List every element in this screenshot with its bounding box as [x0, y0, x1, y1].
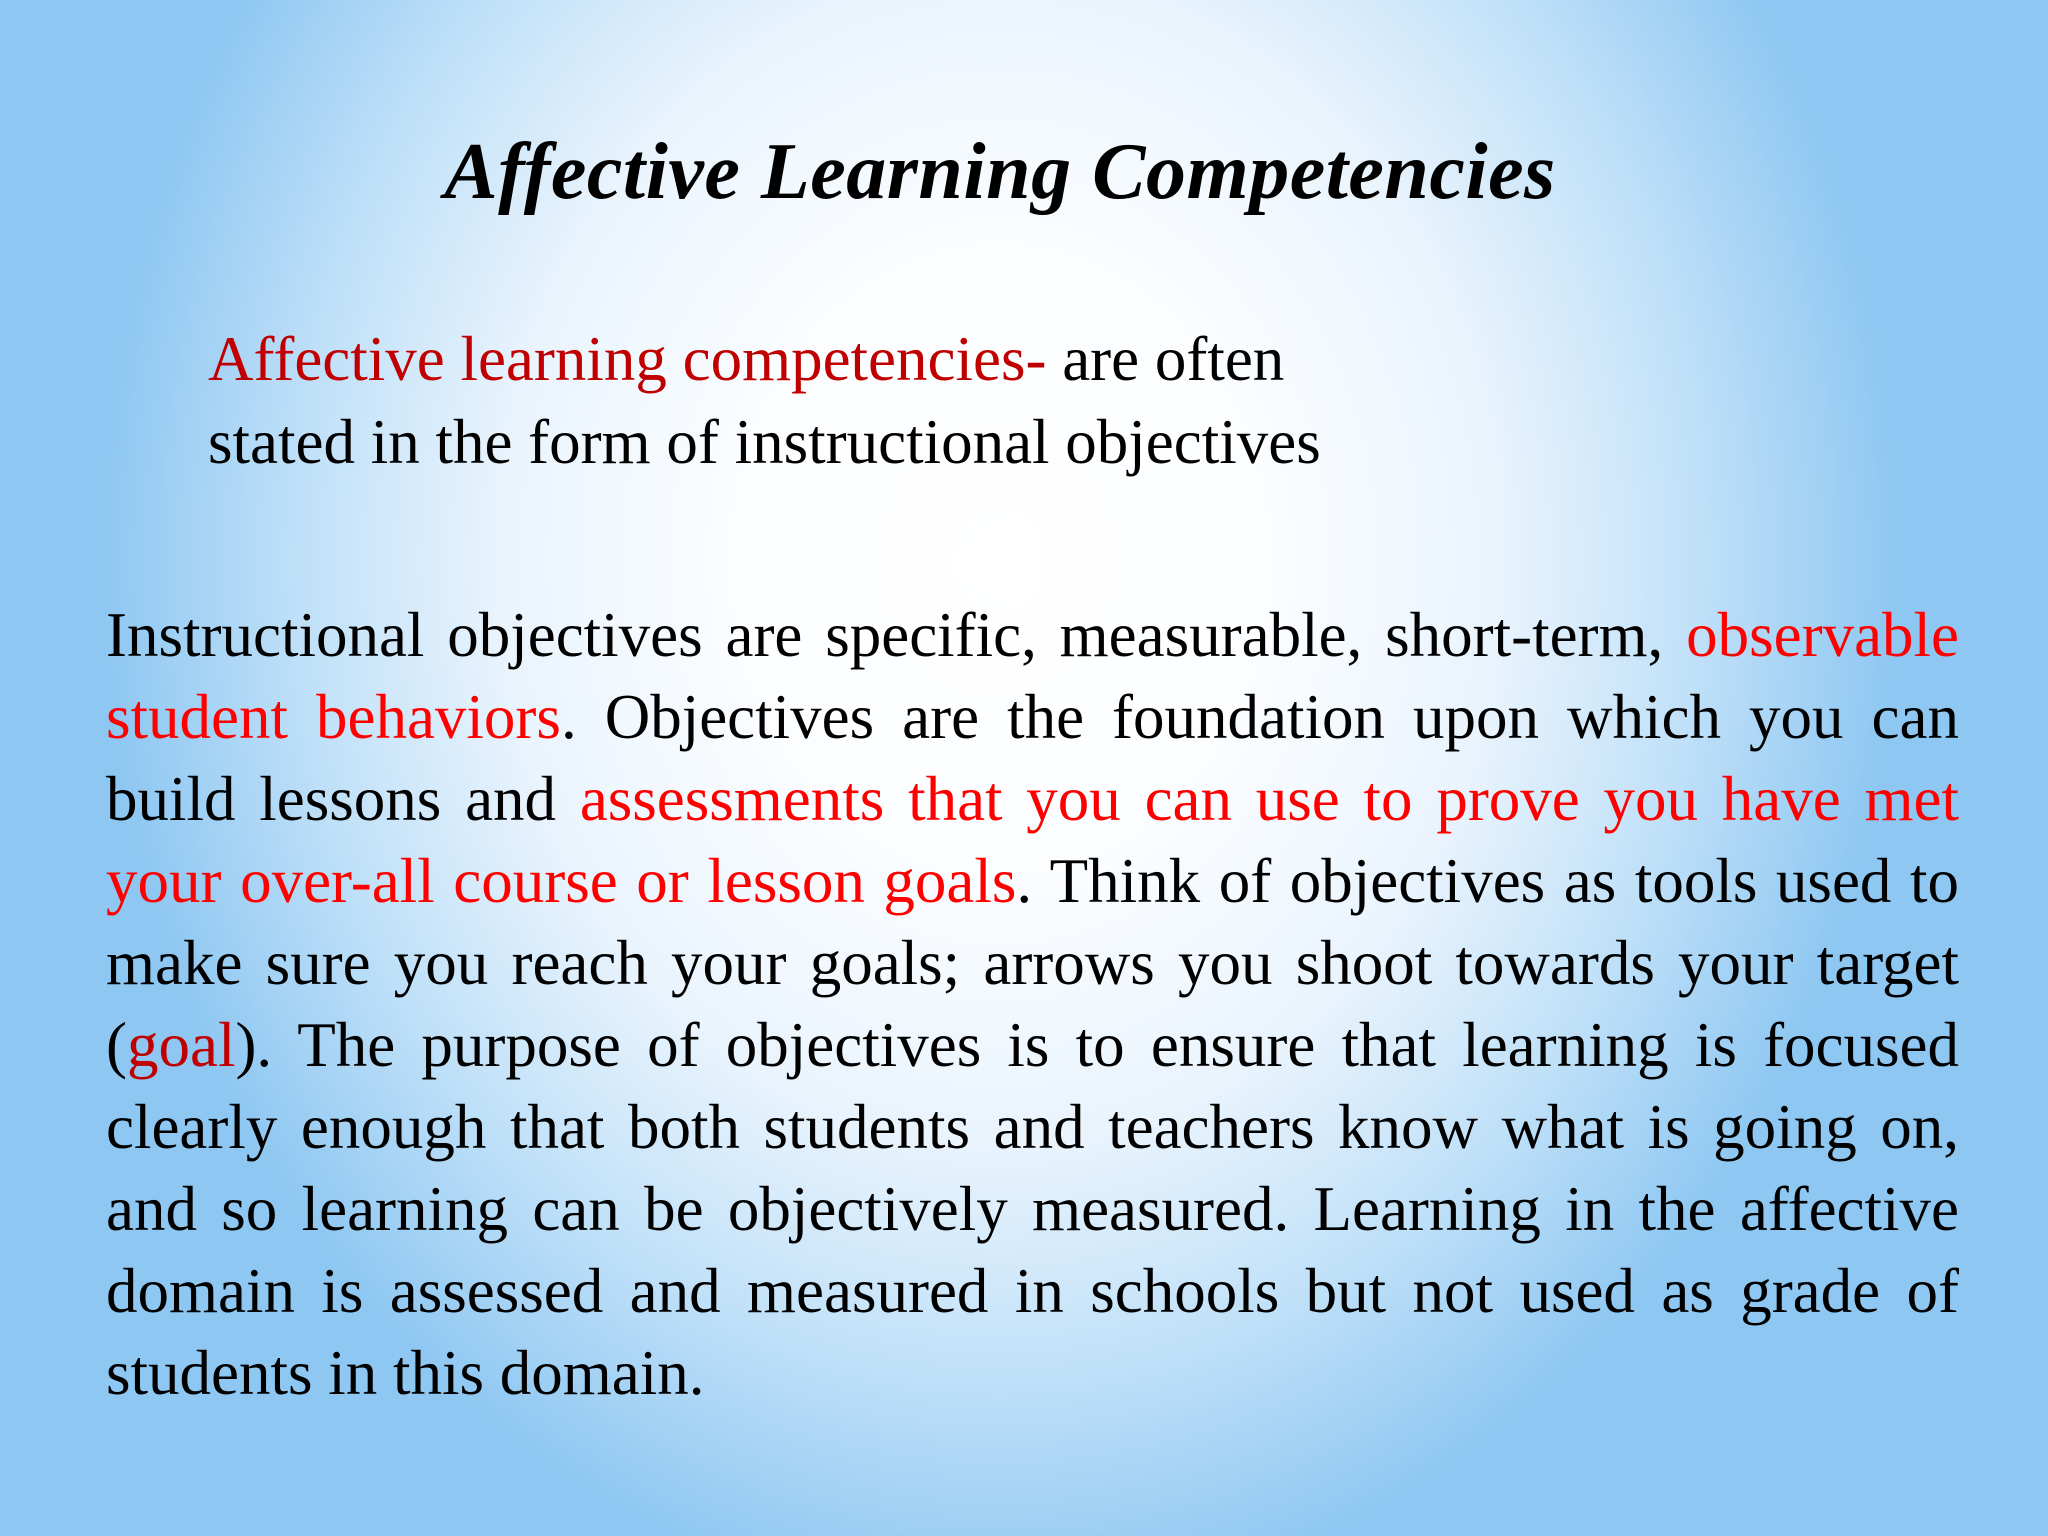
slide-title: Affective Learning Competencies	[444, 128, 1556, 216]
body-text-1: Instructional objectives are specific, measurable, short-term,	[106, 600, 1687, 670]
intro-term: Affective learning competencies-	[208, 324, 1047, 394]
body-text-2: . Objectives are the foundation upon which you can build lessons and	[106, 682, 1959, 834]
intro-text-line1: are often	[1046, 324, 1285, 394]
body-text-4: ). The purpose of objectives is to ensure that learning is focused clearly enough that both students and teachers know what is going on, and so learning can be objectively measured. Learning in the affective domain is assessed and measured in schools but not used as grade of students in this domain.	[106, 1010, 1959, 1408]
body-paragraph	[106, 594, 1959, 1414]
body-highlight-behaviors: observable student behaviors	[106, 600, 1959, 752]
body-highlight-assessments: assessments that you can use to prove you have met your over-all course or lesson goals	[106, 764, 1959, 916]
intro-text-line2: stated in the form of instructional objectives	[208, 407, 1321, 477]
body-highlight-goal: goal	[126, 1010, 236, 1080]
body-text-3: . Think of objectives as tools used to make sure you reach your goals; arrows you shoot towards your target (	[106, 846, 1959, 1080]
intro-paragraph	[208, 318, 1508, 484]
